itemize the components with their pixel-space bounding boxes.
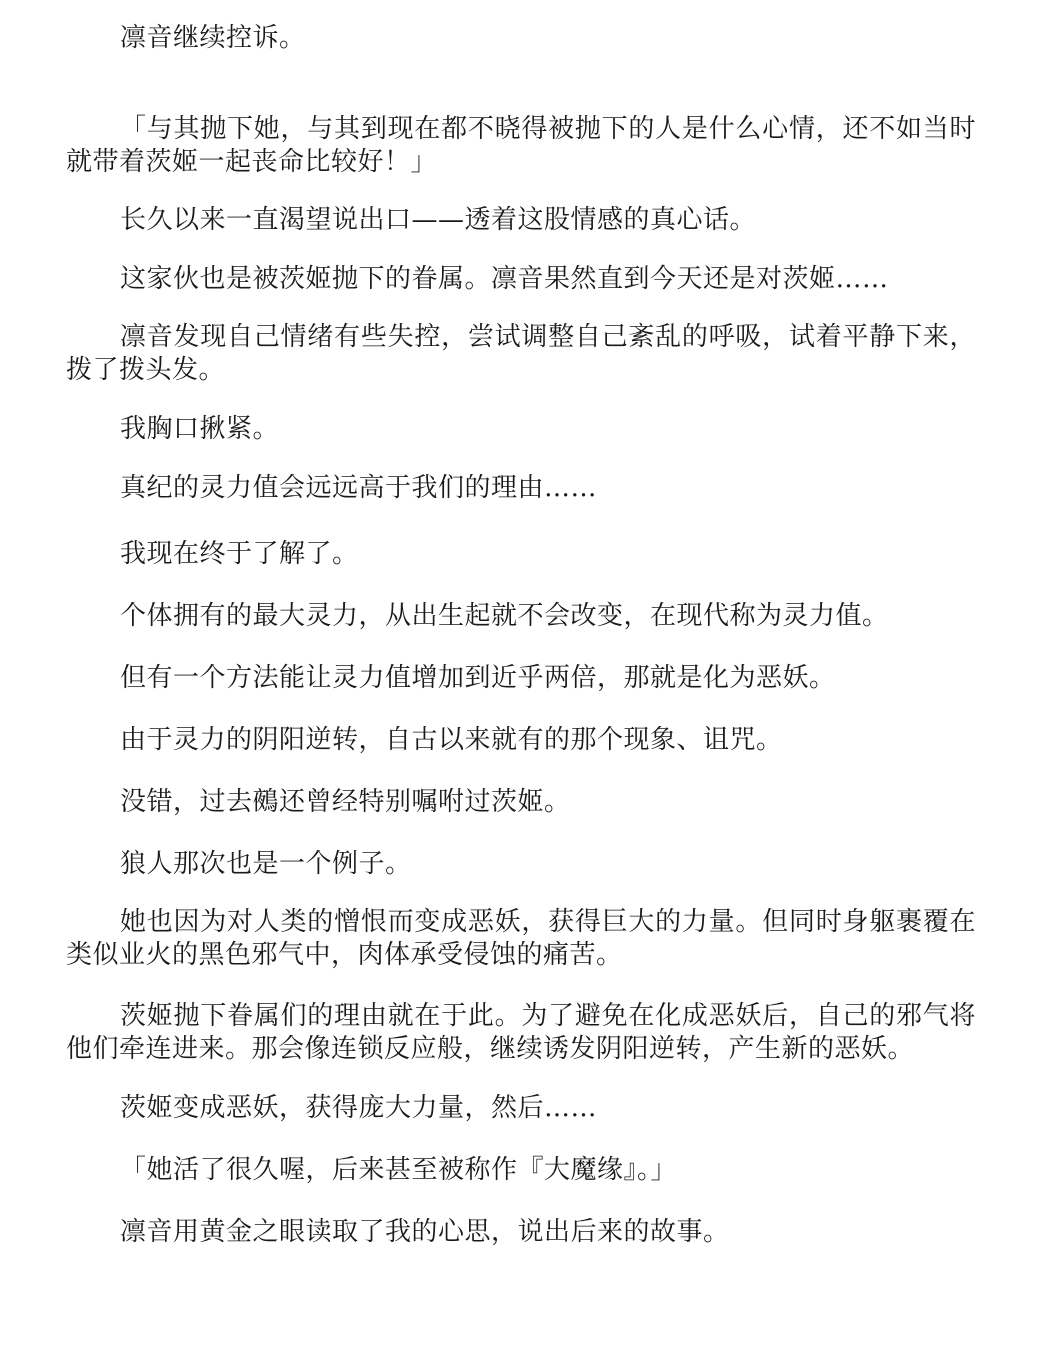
paragraph: 凛音发现自己情绪有些失控，尝试调整自己紊乱的呼吸，试着平静下来，拨了拨头发。 bbox=[66, 322, 976, 385]
paragraph: 茨姬抛下眷属们的理由就在于此。为了避免在化成恶妖后，自己的邪气将他们牵连进来。那会像连锁反应般，继续诱发阴阳逆转，产生新的恶妖。 bbox=[66, 1001, 976, 1064]
paragraph: 由于灵力的阴阳逆转，自古以来就有的那个现象、诅咒。 bbox=[120, 725, 783, 755]
paragraph: 凛音用黄金之眼读取了我的心思，说出后来的故事。 bbox=[120, 1217, 730, 1247]
paragraph: 没错，过去鵺还曾经特别嘱咐过茨姬。 bbox=[120, 787, 571, 817]
paragraph: 凛音继续控诉。 bbox=[120, 23, 306, 53]
paragraph: 茨姬变成恶妖，获得庞大力量，然后…… bbox=[120, 1093, 598, 1123]
paragraph: 个体拥有的最大灵力，从出生起就不会改变，在现代称为灵力值。 bbox=[120, 601, 889, 631]
paragraph: 狼人那次也是一个例子。 bbox=[120, 849, 412, 879]
paragraph: 真纪的灵力值会远远高于我们的理由…… bbox=[120, 473, 598, 503]
paragraph: 这家伙也是被茨姬抛下的眷属。凛音果然直到今天还是对茨姬…… bbox=[120, 264, 889, 294]
paragraph: 「她活了很久喔，后来甚至被称作『大魔缘』。」 bbox=[120, 1155, 678, 1185]
paragraph: 长久以来一直渴望说出口——透着这股情感的真心话。 bbox=[120, 205, 757, 235]
paragraph: 我胸口揪紧。 bbox=[120, 414, 280, 444]
paragraph: 但有一个方法能让灵力值增加到近乎两倍，那就是化为恶妖。 bbox=[120, 663, 836, 693]
paragraph: 我现在终于了解了。 bbox=[120, 539, 359, 569]
paragraph: 「与其抛下她，与其到现在都不晓得被抛下的人是什么心情，还不如当时就带着茨姬一起丧命比较好！」 bbox=[66, 114, 976, 177]
paragraph: 她也因为对人类的憎恨而变成恶妖，获得巨大的力量。但同时身躯裹覆在类似业火的黑色邪气中，肉体承受侵蚀的痛苦。 bbox=[66, 907, 976, 970]
